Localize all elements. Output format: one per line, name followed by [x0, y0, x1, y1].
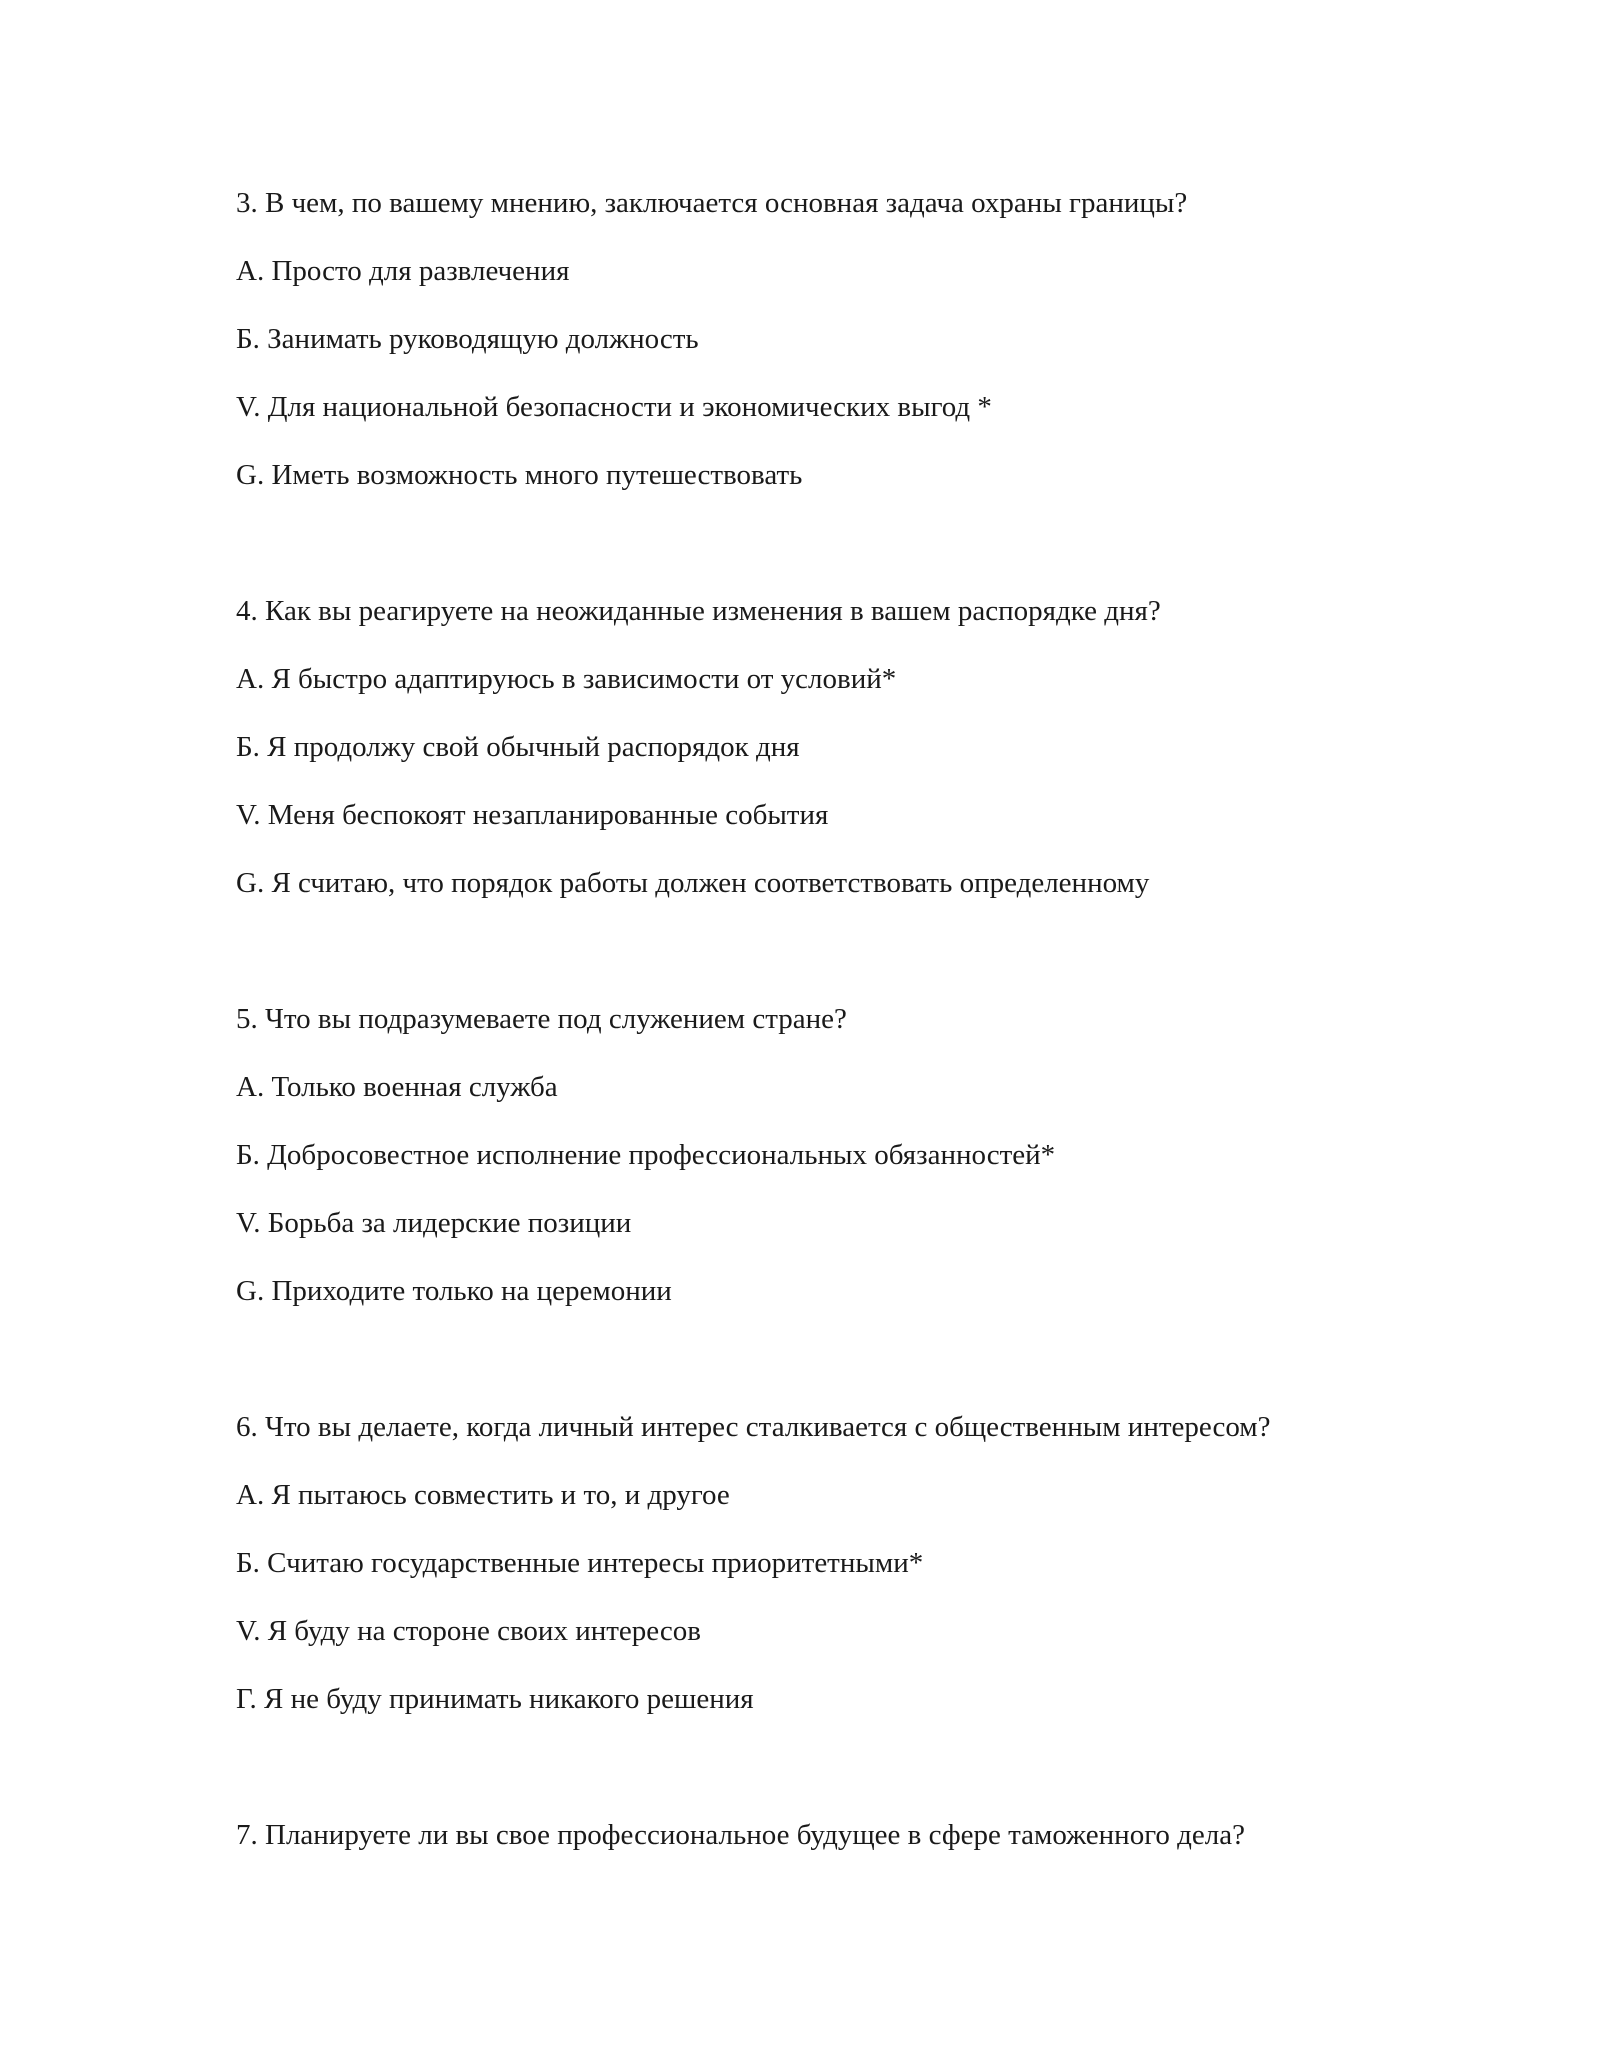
answer-option: Б. Считаю государственные интересы приоритетными*: [236, 1547, 924, 1579]
answer-option: A. Я пытаюсь совместить и то, и другое: [236, 1479, 730, 1511]
answer-option: Б. Занимать руководящую должность: [236, 323, 699, 355]
question-block-4: [236, 594, 1436, 900]
answer-option: V. Я буду на стороне своих интересов: [236, 1615, 701, 1647]
question-text: 4. Как вы реагируете на неожиданные изменения в вашем распорядке дня?: [236, 595, 1161, 627]
block-spacer: [236, 526, 1436, 594]
block-spacer: [236, 934, 1436, 1002]
answer-option: V. Борьба за лидерские позиции: [236, 1207, 632, 1239]
question-block-6: [236, 1410, 1436, 1716]
answer-option: V. Меня беспокоят незапланированные события: [236, 799, 829, 831]
question-text: 3. В чем, по вашему мнению, заключается основная задача охраны границы?: [236, 187, 1188, 219]
answer-option: Г. Я не буду принимать никакого решения: [236, 1683, 754, 1715]
answer-option: Б. Я продолжу свой обычный распорядок дня: [236, 731, 800, 763]
answer-option: G. Иметь возможность много путешествовать: [236, 459, 803, 491]
questionnaire: [236, 186, 1436, 1886]
question-text: 6. Что вы делаете, когда личный интерес сталкивается с общественным интересом?: [236, 1411, 1271, 1443]
answer-option: A. Я быстро адаптируюсь в зависимости от условий*: [236, 663, 897, 695]
answer-option: V. Для национальной безопасности и экономических выгод *: [236, 391, 992, 423]
question-text: 7. Планируете ли вы свое профессиональное будущее в сфере таможенного дела?: [236, 1819, 1245, 1851]
question-block-5: [236, 1002, 1436, 1308]
block-spacer: [236, 1750, 1436, 1818]
block-spacer: [236, 1342, 1436, 1410]
answer-option: G. Приходите только на церемонии: [236, 1275, 672, 1307]
question-text: 5. Что вы подразумеваете под служением стране?: [236, 1003, 847, 1035]
question-block-7: [236, 1818, 1436, 1852]
answer-option: A. Просто для развлечения: [236, 255, 570, 287]
answer-option: G. Я считаю, что порядок работы должен соответствовать определенному: [236, 867, 1150, 899]
answer-option: A. Только военная служба: [236, 1071, 558, 1103]
question-block-3: [236, 186, 1436, 492]
answer-option: Б. Добросовестное исполнение профессиональных обязанностей*: [236, 1139, 1056, 1171]
